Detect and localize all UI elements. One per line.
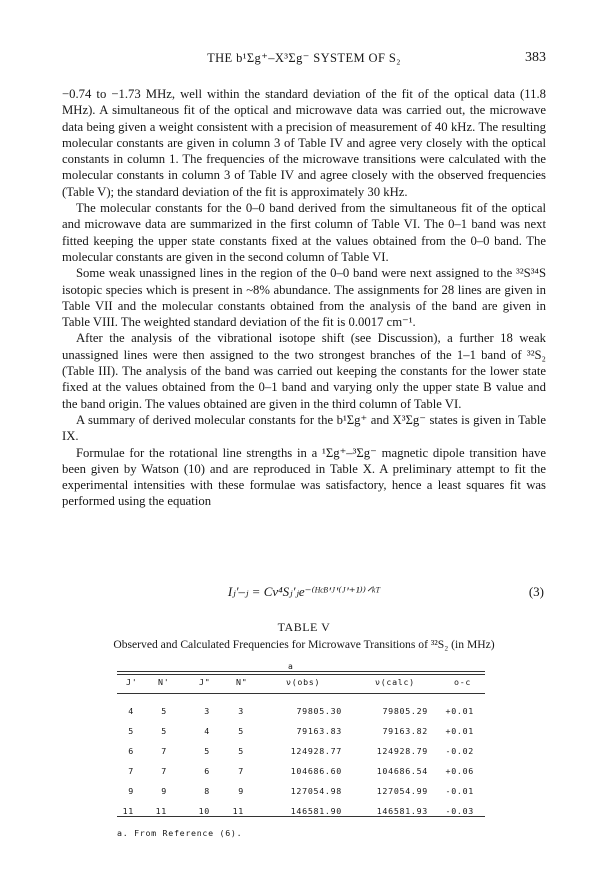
table-cell: 5 — [161, 726, 167, 736]
table-cell: 5 — [238, 746, 244, 756]
table-bottom-rule — [117, 816, 485, 817]
table-cell: 79805.29 — [382, 706, 428, 716]
column-header: o-c — [454, 677, 472, 687]
column-header: J' — [126, 677, 138, 687]
table-cell: 79163.82 — [382, 726, 428, 736]
table-cell: 4 — [204, 726, 210, 736]
table-cell: 5 — [161, 706, 167, 716]
page-number: 383 — [525, 50, 546, 65]
table-cell: 124928.79 — [376, 746, 428, 756]
column-header: ν(obs) — [286, 677, 321, 687]
table-cell: 5 — [128, 726, 134, 736]
table-caption: Observed and Calculated Frequencies for Microwave Transitions of ³²S₂ (in MHz) — [113, 638, 495, 651]
table-cell: 7 — [161, 746, 167, 756]
equation-number: (3) — [528, 584, 544, 599]
table-cell: -0.02 — [445, 746, 474, 756]
table-cell: 146581.93 — [376, 806, 428, 816]
body-text — [62, 86, 546, 510]
table-cell: +0.06 — [445, 766, 474, 776]
table-cell: 9 — [161, 786, 167, 796]
table-cell: 127054.98 — [290, 786, 342, 796]
table-cell: 5 — [238, 726, 244, 736]
table-cell: 11 — [155, 806, 167, 816]
column-header: N" — [236, 677, 248, 687]
table-cell: 3 — [238, 706, 244, 716]
table-cell: +0.01 — [445, 706, 474, 716]
table-top-rule — [117, 674, 485, 675]
table-label: TABLE V — [277, 620, 331, 634]
table-cell: 127054.99 — [376, 786, 428, 796]
table-cell: 124928.77 — [290, 746, 342, 756]
table-cell: 7 — [128, 766, 134, 776]
paragraph: Formulae for the rotational line strengths in a ¹Σg⁺–³Σg⁻ magnetic dipole transition have been given by Watson (10) and are reproduced in Table X. A preliminary attempt to fit the experimental intensities with these formulae was satisfactory, hence a least squares fit was performed using the equation — [62, 445, 546, 509]
paragraph: −0.74 to −1.73 MHz, well within the standard deviation of the fit of the optical data (11.8 MHz). A simultaneous fit of the optical and microwave data was carried out, the microwave data being given a weight consistent with a precision of measurement of 40 kHz. The resulting molecular constants are given in column 3 of Table IV and agree very closely with the optical constants in column 1. The frequencies of the microwave transitions were calculated with the molecular constants in column 3 of Table IV and agree closely with the observed frequencies (Table V); the standard deviation of the fit is approximately 30 kHz. — [62, 87, 546, 199]
table-cell: 4 — [128, 706, 134, 716]
running-head — [62, 50, 546, 72]
table-cell: 6 — [128, 746, 134, 756]
column-header: ν(calc) — [375, 677, 415, 687]
table-cell: 146581.90 — [290, 806, 342, 816]
table-header-rule — [117, 693, 485, 694]
table-cell: 3 — [204, 706, 210, 716]
table-cell: 104686.60 — [290, 766, 342, 776]
table-cell: +0.01 — [445, 726, 474, 736]
column-header: N' — [158, 677, 170, 687]
paragraph: A summary of derived molecular constants for the b¹Σg⁺ and X³Σg⁻ states is given in Table IX. — [62, 412, 546, 444]
table-cell: 79805.30 — [296, 706, 342, 716]
running-title: THE b¹Σg⁺–X³Σg⁻ SYSTEM OF S₂ — [207, 51, 401, 65]
table-cell: 7 — [238, 766, 244, 776]
table-cell: 9 — [128, 786, 134, 796]
column-header: J" — [199, 677, 211, 687]
paragraph: Some weak unassigned lines in the region of the 0–0 band were next assigned to the ³²S³⁴S isotopic species which is present in ~8% abundance. The assignments for 28 lines are given in Table VII and the molecular constants obtained from the analysis of the band are given in Table VIII. The weighted standard deviation of the fit is 0.0017 cm⁻¹. — [62, 266, 546, 330]
table-top-rule — [117, 671, 485, 672]
table-reference-mark: a — [288, 662, 293, 671]
table-cell: 10 — [198, 806, 210, 816]
table-cell: 8 — [204, 786, 210, 796]
equation-body: Iⱼ′–ⱼ = Cν⁴Sⱼ′ⱼe⁻⁽ᴴᶜᴮ′ᴶ′⁽ᴶ′⁺¹⁾⁾ᐟᵏᵀ — [227, 584, 381, 599]
table-cell: -0.03 — [445, 806, 474, 816]
paragraph: The molecular constants for the 0–0 band derived from the simultaneous fit of the optical and microwave data are summarized in the first column of Table VI. The 0–1 band was next fitted keeping the upper state constants fixed at the values obtained from the 0–0 band. The molecular constants are given in the second column of Table VI. — [62, 201, 546, 264]
table-cell: 11 — [122, 806, 134, 816]
table-cell: -0.01 — [445, 786, 474, 796]
paragraph: After the analysis of the vibrational isotope shift (see Discussion), a further 18 weak unassigned lines were then assigned to the two strongest branches of the 1–1 band of ³²S₂ (Table III). The analysis of the band was carried out keeping the constants for the lower state fixed at the values obtained from the 0–1 band and varying only the upper state B value and the band origin. The values obtained are given in the third column of Table VI. — [62, 331, 546, 411]
table-cell: 11 — [232, 806, 244, 816]
table-cell: 79163.83 — [296, 726, 342, 736]
table-cell: 104686.54 — [376, 766, 428, 776]
table-cell: 5 — [204, 746, 210, 756]
table-footnote: a. From Reference (6). — [117, 828, 243, 838]
table-cell: 6 — [204, 766, 210, 776]
equation — [62, 584, 546, 604]
table-cell: 9 — [238, 786, 244, 796]
table-cell: 7 — [161, 766, 167, 776]
